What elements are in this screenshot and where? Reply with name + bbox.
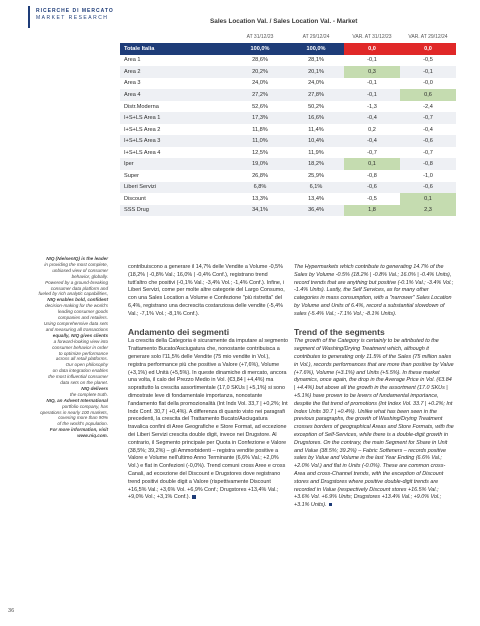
cell-value: 0,0 [400, 43, 456, 55]
sidebar-line: decision-making for the world's [45, 303, 108, 309]
row-label: Super [124, 172, 139, 179]
cell-value: 52,6% [252, 103, 268, 110]
row-label: Distr.Moderna [124, 103, 159, 110]
row-label: Discount [124, 195, 146, 202]
cell-value: 11,9% [308, 149, 324, 156]
table-row [120, 158, 456, 170]
sidebar-line: operations in nearly 100 markets, [40, 409, 108, 415]
cell-value: -0,8 [367, 172, 377, 179]
column-head: VAR. AT 31/12/23 [352, 34, 392, 40]
cell-value: -0,4 [344, 135, 400, 147]
sidebar-line: on data integration enables [52, 368, 108, 374]
sidebar-line: consumer data platform and [50, 285, 108, 291]
row-label: Area 4 [120, 89, 232, 101]
cell-value: -0,1 [367, 57, 377, 64]
sidebar-line: For more information, visit [49, 427, 108, 433]
cell-value: 34,1% [232, 205, 288, 217]
table-row [120, 55, 456, 67]
italian-column [128, 264, 288, 502]
sidebar-line: NIQ enables bold, confident [47, 297, 108, 303]
cell-value: 0,1 [400, 193, 456, 205]
cell-value: 25,9% [308, 172, 324, 179]
table-title: Sales Location Val. / Sales Location Val. - Market [210, 18, 358, 25]
english-intro: The Hypermarkets which contribute to generating 14.7% of the Sales by Volume -0.5% (18.2% | -0.8% Val.; 16.0% | -0.4% Units), record trends that are anything but positive (-0.1% Val.; -3.4% Vol.; -1.4% Units). Lastly, the Self Services, as for many other categories in mass consumption, with a "narrower" Sales Location by Volume and Units of 6.4%, record a substantial slowdown of sales (-5.4% Val.; -7.1% Vol.; -8.1% Units). [294, 264, 454, 317]
cell-value: 20,2% [232, 66, 288, 78]
cell-value: 26,8% [252, 172, 268, 179]
cell-value: -0,5 [367, 195, 377, 202]
cell-value: 1,8 [344, 205, 400, 217]
english-column [294, 264, 454, 510]
cell-value: 2,3 [400, 205, 456, 217]
cell-value: 6,1% [288, 182, 344, 194]
table-row [120, 101, 456, 113]
table-row [120, 124, 456, 136]
sidebar-line: companies and retailers. [57, 315, 108, 321]
sidebar-line: the most influential consumer [48, 374, 108, 380]
cell-value: 11,0% [232, 135, 288, 147]
sidebar-line: covering more than 90% [58, 415, 108, 421]
cell-value: 19,0% [232, 158, 288, 170]
sidebar-line: Using comprehensive data sets [43, 320, 108, 326]
table-row [120, 135, 456, 147]
row-label: I+S+LS Area 3 [120, 135, 232, 147]
cell-value: -0,7 [400, 112, 456, 124]
table-row [120, 193, 456, 205]
cell-value: 50,2% [308, 103, 324, 110]
column-head: AT 29/12/24 [302, 34, 330, 40]
table-row [120, 170, 456, 182]
end-square-icon [192, 495, 196, 499]
cell-value: -0,1 [367, 80, 377, 87]
table-row [120, 78, 456, 90]
table-row [120, 112, 456, 124]
sidebar-line: NIQ (NielsenIQ) is the leader [46, 256, 108, 261]
cell-value: 13,3% [252, 195, 268, 202]
row-label: Area 1 [124, 57, 141, 64]
cell-value: 0,1 [344, 158, 400, 170]
cell-value: -0,7 [423, 149, 433, 156]
cell-value: 27,2% [232, 89, 288, 101]
cell-value: -1,3 [367, 103, 377, 110]
cell-value: -0,6 [344, 182, 400, 194]
sidebar-line: of the world's population. [57, 421, 108, 427]
sidebar-line: to optimize performance [58, 350, 108, 356]
cell-value: 10,4% [288, 135, 344, 147]
page-number: 36 [8, 608, 15, 614]
cell-value: 12,5% [252, 149, 268, 156]
cell-value: 0,2 [368, 126, 376, 133]
english-section-title: Trend of the segments [294, 326, 385, 337]
sidebar-line: consumer behavior in order [52, 344, 108, 350]
sidebar-line: data sets on the planet. [60, 380, 108, 386]
row-label: Area 2 [120, 66, 232, 78]
end-square-icon [329, 503, 333, 507]
sidebar-line[interactable]: www.niq.com. [77, 433, 108, 439]
sidebar-line: the complete truth. [69, 391, 108, 397]
cell-value: 20,1% [288, 66, 344, 78]
sidebar-line: and measuring all transactions [45, 326, 108, 332]
cell-value: 36,4% [288, 205, 344, 217]
row-label: Area 3 [124, 80, 141, 87]
cell-value: 24,0% [252, 80, 268, 87]
row-label: SSS Drug [120, 205, 232, 217]
sidebar-line: behavior, globally. [71, 273, 108, 279]
cell-value: -2,4 [423, 103, 433, 110]
cell-value: -0,6 [400, 182, 456, 194]
cell-value: -0,0 [423, 80, 433, 87]
cell-value: 100,0% [232, 43, 288, 55]
cell-value: -0,6 [400, 135, 456, 147]
sidebar-line: portfolio company, has [62, 403, 108, 409]
cell-value: 24,0% [308, 80, 324, 87]
table-row [120, 147, 456, 159]
niq-sidebar [20, 256, 108, 439]
cell-value: -0,5 [423, 57, 433, 64]
cell-value: 27,8% [288, 89, 344, 101]
sidebar-line: across all retail platforms. [55, 356, 108, 362]
table-row [120, 89, 456, 101]
sidebar-line: in providing the most complete, [44, 261, 108, 267]
row-label: I+S+LS Area 1 [120, 112, 232, 124]
column-head: AT 31/12/23 [246, 34, 274, 40]
cell-value: -1,0 [423, 172, 433, 179]
cell-value: 6,8% [232, 182, 288, 194]
cell-value: 0,3 [344, 66, 400, 78]
sales-location-table [120, 43, 456, 216]
cell-value: 0,6 [400, 89, 456, 101]
brand-line-1: RICERCHE DI MERCATO [36, 8, 114, 14]
sidebar-line: equally, NIQ gives clients [52, 332, 108, 338]
cell-value: 0,0 [344, 43, 400, 55]
row-label: I+S+LS Area 2 [124, 126, 161, 133]
table-row [120, 66, 456, 78]
english-body: The growth of the Category is certainly to be attributed to the segment of Washing/Drying Treatment which, although it contributes to generating only 11.5% of the Sales (75 million sales in Vol.), records performances that are more than positive by Value (+7.6%), Volume (+3.1%) and Units (+5.5%). In these market dynamics, once again, the drop in the Average Price in Vol. (€3.84 | +4.4%) but above all the growth in the assortment (17.0 SKUs | +5.1%) have proven to be levers of fundamental importance, despite the flat trend of promotions (Int Index Vol. 33.7 | +0.2%; Int Index Units 30.7 | +0.4%). Unlike what has been seen in the previous paragraphs, the growth of Washing/Drying Treatment crosses borders of geographical Areas and Store Formats, with the exception of Self-Services, while there is a double-digit growth in Drugstores. On the contrary, the main Segment for Share in Unit and Value (38.5%; 39.2%) – Fabric Softeners – records positive sales by Value and Volume in the last Year Ending (6.6% Val.; +2.0% Vol.) and flat in Units (-0.0%). These are common cross-Area and cross-Channel trends, with the exception of Discount stores and Drugstores where positive double-digit trends are recorded in Value (respectively Discount stores +16.5% Val.; +3.6% Vol. +6.9% Units; Drugstores +13.4% Val.; +9.0% Vol.; +3.1% Units). [294, 338, 454, 509]
italian-intro: contribuiscono a generare il 14,7% delle Vendite a Volume -0,5% (18,2% | -0,8% Val.; 16,0% | -0,4% Conf.), registrano trend tutt'altro che positivi (-0,1% Val.; -3,4% Vol.; -1,4% Conf.). Infine, i Liberi Servizi, come per molte altre categorie del Largo Consumo, con una Sales Location a Volume e Confezione "più ristretta" del 6,4%, registrano una decrescita costanziosa delle vendite (-5,4% Val.; -7,1% Vol.; -8,1% Conf.). [128, 264, 285, 317]
cell-value: -0,7 [367, 149, 377, 156]
row-label: Totale Italia [120, 43, 232, 55]
table-column-heads [0, 34, 480, 42]
cell-value: 100,0% [288, 43, 344, 55]
cell-value: -0,4 [423, 126, 433, 133]
cell-value: -0,1 [344, 89, 400, 101]
cell-value: 18,2% [288, 158, 344, 170]
sidebar-line: a forward-looking view into [53, 338, 108, 344]
sidebar-line: Our open philosophy [65, 362, 108, 368]
cell-value: 28,6% [252, 57, 268, 64]
column-head: VAR. AT 29/12/24 [408, 34, 448, 40]
cell-value: 11,4% [308, 126, 324, 133]
table-total-row [120, 43, 456, 55]
sidebar-line: leading consumer goods [57, 309, 108, 315]
cell-value: 13,4% [308, 195, 324, 202]
brand-logo [28, 4, 114, 28]
italian-body: La crescita della Categoria è sicuramente da imputare al segmento Trattamento Bucato/Asciugatura che, nonostante contribuisca a generare solo l'11,5% delle Vendite (75 mio vendite in Vol.), registra performance più che positive a Valore (+7,6%), Volume (+3,1%) ed Unità (+5,5%). In queste dinamiche di mercato, ancora una volta, il calo del Prezzo Medio in Vol. (€3,84 | +4,4%) ma soprattutto la crescita assortimentale (17,0 SKUs | +5,1%) si sono dimostrate leve di fondamentale importanza, nonostante l'andamento flat della promozionalità (Int Indx Vol. 33,7 | +0,2%; Int Indx Conf. 30,7 | +0,4%). A differenza di quanto visto nei paragrafi precedenti, la crescita del Trattamento Bucato/Asciugatura travalica confini di Aree Geografiche e Store Format, ad eccezione dei Liberi Servizi crescita double digit, invece nei Drugstore. Al contrario, il Segmento principale per Quota in Confezione e Valore (38,5%; 39,2%) – gli Ammorbidenti – registra vendite positive a Valore e Volume nell'ultimo Anno Terminante (6,6% Val.; +2,0% Vol.) e flat in Confezioni (-0,0%). Trend comuni cross Aree e cross Canali, ad eccezione del Discount e Drugstores dove registrano trend positivi double digit a Valore (rispettivamente Discount +16,5% Val.; +3,6% Vol. +6,9% Conf.; Drugstores +13,4% Val.; +9,0% Vol.; +3,1% Conf.). [128, 338, 289, 501]
table-row [120, 205, 456, 217]
sidebar-line: fueled by rich analytic capabilities, [38, 291, 108, 297]
sidebar-line: NIQ delivers [81, 385, 108, 391]
cell-value: 16,6% [288, 112, 344, 124]
cell-value: 17,3% [232, 112, 288, 124]
italian-section-title: Andamento dei segmenti [128, 326, 230, 337]
cell-value: 28,1% [308, 57, 324, 64]
sidebar-line: NIQ, an Advent International [46, 397, 108, 403]
cell-value: -0,4 [344, 112, 400, 124]
cell-value: -0,8 [400, 158, 456, 170]
cell-value: 11,8% [252, 126, 268, 133]
row-label: Liberi Servizi [120, 182, 232, 194]
row-label: I+S+LS Area 4 [124, 149, 161, 156]
sidebar-line: Powered by a ground-breaking [45, 279, 108, 285]
sidebar-line: unbiased view of consumer [52, 267, 108, 273]
brand-bar [28, 6, 30, 28]
table-row [120, 182, 456, 194]
row-label: Iper [120, 158, 232, 170]
brand-line-2: MARKET RESEARCH [36, 15, 109, 21]
cell-value: -0,1 [400, 66, 456, 78]
